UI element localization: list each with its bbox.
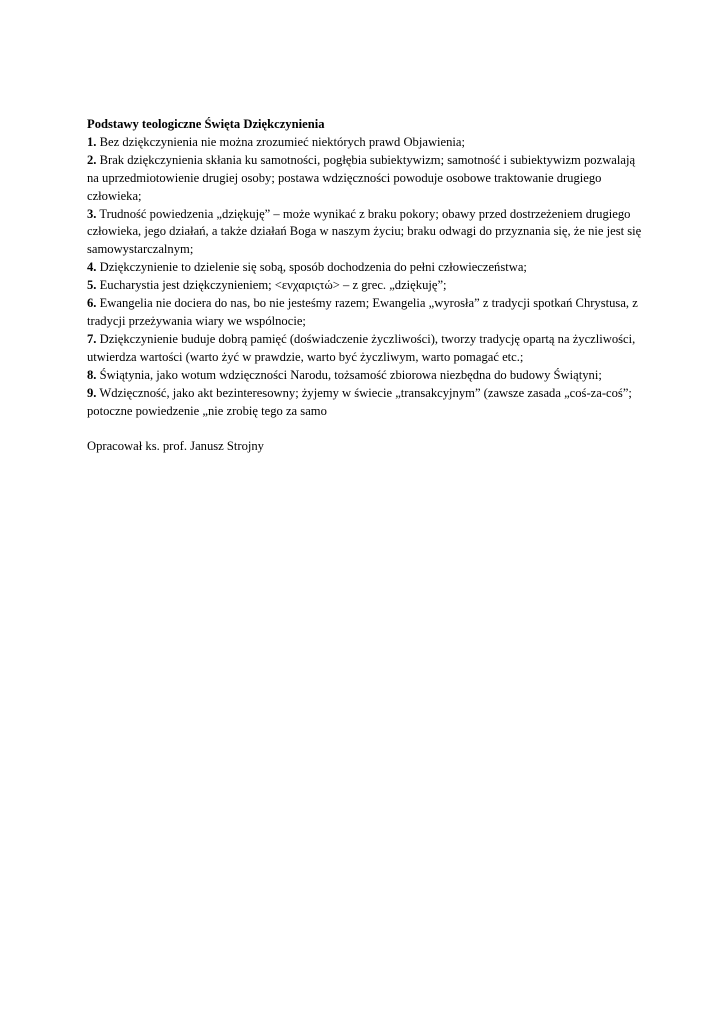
item-text: Ewangelia nie dociera do nas, bo nie jesteśmy razem; Ewangelia „wyrosła” z tradycji spotkań Chrystusa, z tradycji przeżywania wiary we wspólnocie; [87,296,638,328]
item-text: Bez dziękczynienia nie można zrozumieć niektórych prawd Objawienia; [96,134,466,149]
item-number: 6. [87,296,97,311]
list-item [87,295,647,331]
item-number: 2. [87,152,97,167]
list-item [87,367,647,385]
item-number: 3. [87,206,97,221]
item-number: 5. [87,278,97,293]
document-page [87,116,647,456]
list-item [87,385,647,421]
document-title: Podstawy teologiczne Święta Dziękczynienia [87,117,325,131]
list-item [87,206,647,260]
item-text: Trudność powiedzenia „dziękuję” – może wynikać z braku pokory; obawy przed dostrzeżeniem drugiego człowieka, jego działań, a także działań Boga w naszym życiu; braku odwagi do przyznania się, że nie jest się samowystarczalnym; [87,206,642,257]
item-text: Świątynia, jako wotum wdzięczności Narodu, tożsamość zbiorowa niezbędna do budowy Świątyni; [96,367,602,382]
item-text: Eucharystia jest dziękczynieniem; <ενχαριςτώ> – z grec. „dziękuję”; [96,278,447,293]
item-text: Dziękczynienie buduje dobrą pamięć (doświadczenie życzliwości), tworzy tradycję opartą na życzliwości, utwierdza wartości (warto żyć w prawdzie, warto być życzliwym, warto pomagać etc.; [87,331,636,364]
item-number: 4. [87,260,97,275]
item-number: 8. [87,367,97,382]
item-text: Dziękczynienie to dzielenie się sobą, sposób dochodzenia do pełni człowieczeństwa; [96,260,527,275]
author-line: Opracował ks. prof. Janusz Strojny [87,439,264,454]
item-number: 9. [87,385,97,400]
list-item [87,331,647,367]
list-item [87,277,647,295]
item-number: 1. [87,134,97,149]
item-text: Brak dziękczynienia skłania ku samotności, pogłębia subiektywizm; samotność i subiektywizm pozwalają na uprzedmiotowienie drugiej osoby; postawa wdzięczności powoduje osobowe traktowanie drugiego człowieka; [87,152,636,203]
item-text: Wdzięczność, jako akt bezinteresowny; żyjemy w świecie „transakcyjnym” (zawsze zasada „coś-za-coś”; potoczne powiedzenie „nie zrobię tego za samo [87,385,632,418]
list-item [87,134,647,152]
list-item [87,152,647,206]
item-number: 7. [87,331,97,346]
list-item [87,259,647,277]
